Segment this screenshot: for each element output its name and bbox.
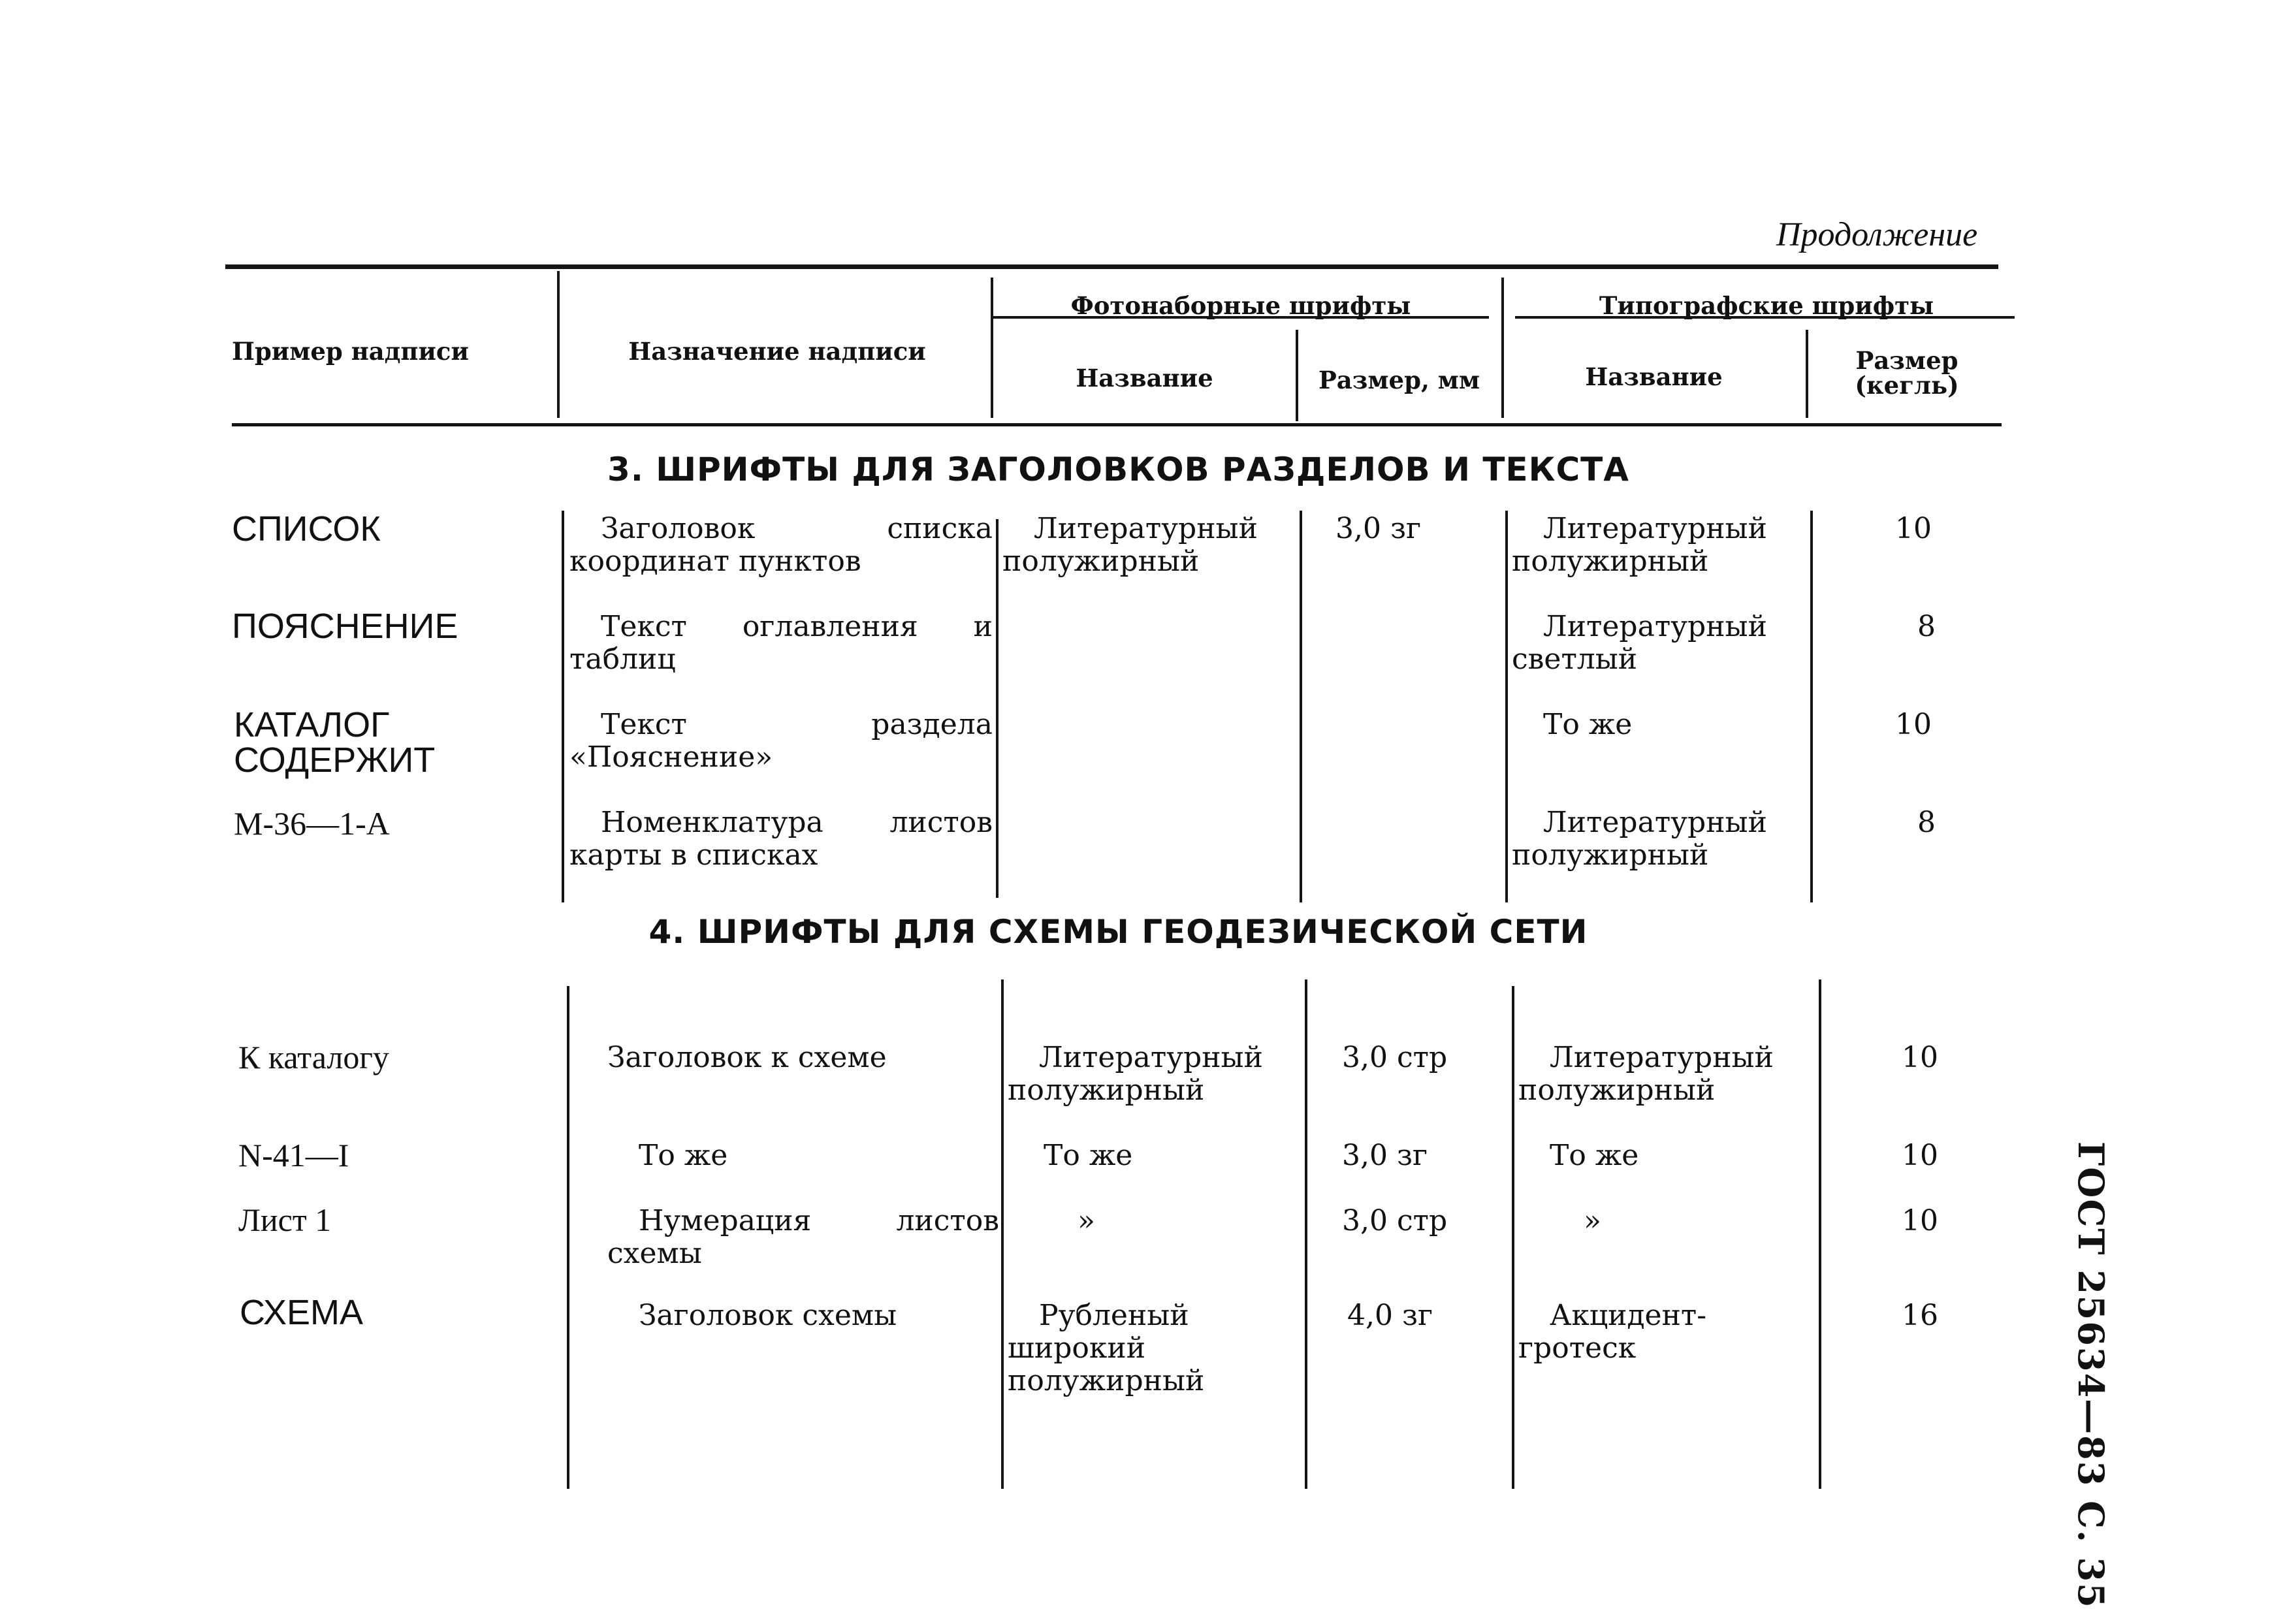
- s4-row4-example: СХЕМА: [240, 1293, 363, 1332]
- s4-row2-typo-size: 10: [1902, 1139, 1938, 1172]
- s4-divider-3: [1305, 979, 1307, 1489]
- s4-divider-1: [567, 986, 569, 1489]
- header-typo-size-1: Размер: [1855, 346, 1958, 375]
- s4-row4-photo-name: Рубленый широкий полужирный: [1008, 1299, 1205, 1397]
- s3-row1-typo-name: Литературный полужирный: [1512, 512, 1767, 578]
- s4-row3-example: Лист 1: [238, 1202, 332, 1238]
- s4-row1-purpose: Заголовок к схеме: [607, 1041, 887, 1074]
- s4-row3-photo-name: »: [1078, 1204, 1095, 1237]
- s3-divider-2: [996, 519, 999, 898]
- s4-row2-typo-name: То же: [1550, 1139, 1639, 1172]
- s3-row3-example-2: СОДЕРЖИТ: [234, 740, 436, 780]
- header-photo-group: Фотонаборные шрифты: [1070, 291, 1411, 320]
- header-photo-size: Размер, мм: [1318, 366, 1480, 394]
- s4-row1-typo-name: Литературный полужирный: [1518, 1041, 1774, 1107]
- s3-row2-example: ПОЯСНЕНИЕ: [232, 607, 458, 646]
- s3-row3-typo-size: 10: [1895, 708, 1932, 741]
- section-3-title: 3. ШРИФТЫ ДЛЯ ЗАГОЛОВКОВ РАЗДЕЛОВ И ТЕКСТА: [607, 451, 1629, 488]
- header-divider-4: [1501, 278, 1504, 418]
- s3-row4-typo-name: Литературный полужирный: [1512, 806, 1767, 872]
- header-divider-3: [1296, 330, 1298, 421]
- s4-row4-purpose: Заголовок схемы: [639, 1299, 897, 1332]
- s3-divider-1: [562, 511, 564, 902]
- s3-row3-typo-name: То же: [1543, 708, 1633, 741]
- s4-row3-typo-size: 10: [1902, 1204, 1938, 1237]
- section-4-title: 4. ШРИФТЫ ДЛЯ СХЕМЫ ГЕОДЕЗИЧЕСКОЙ СЕТИ: [648, 913, 1588, 951]
- s3-row4-purpose: Номенклатура листов карты в списках: [569, 806, 993, 872]
- header-divider-5: [1806, 330, 1808, 418]
- s3-row4-typo-size: 8: [1917, 806, 1936, 839]
- s4-divider-4: [1512, 986, 1514, 1489]
- s4-row3-typo-name: »: [1584, 1204, 1601, 1237]
- s4-row3-purpose: Нумерация листов схемы: [607, 1204, 999, 1270]
- s3-row3-example-1: КАТАЛОГ: [234, 705, 390, 744]
- s4-row4-typo-size: 16: [1902, 1299, 1938, 1332]
- s4-row1-photo-size: 3,0 стр: [1342, 1041, 1448, 1074]
- s3-row2-typo-size: 8: [1917, 610, 1936, 643]
- s3-row1-typo-size: 10: [1895, 512, 1932, 545]
- s4-divider-2: [1001, 979, 1004, 1489]
- s3-divider-3: [1300, 511, 1302, 902]
- s4-row4-photo-size: 4,0 зг: [1347, 1299, 1433, 1332]
- header-typo-name: Название: [1585, 362, 1723, 391]
- s4-row3-photo-size: 3,0 стр: [1342, 1204, 1448, 1237]
- continued-label: Продолжение: [1776, 216, 1978, 253]
- header-typo-group: Типографские шрифты: [1599, 291, 1934, 320]
- s3-row1-photo-name: Литературный полужирный: [1002, 512, 1258, 578]
- table-top-rule: [225, 264, 1998, 269]
- s3-row1-purpose: Заголовок списка координат пунктов: [569, 512, 993, 578]
- s4-row2-photo-name: То же: [1044, 1139, 1133, 1172]
- header-typo-size-2: (кегль): [1855, 371, 1959, 400]
- header-example: Пример надписи: [232, 337, 469, 366]
- header-photo-name: Название: [1076, 364, 1213, 392]
- document-side-label: [2070, 1141, 2122, 1609]
- s4-row4-typo-name: Акцидент-гротеск: [1518, 1299, 1707, 1365]
- s4-row2-example: N-41—I: [238, 1137, 349, 1173]
- s4-divider-5: [1819, 979, 1821, 1489]
- header-divider-1: [557, 271, 560, 418]
- header-divider-2: [991, 278, 993, 418]
- s4-row2-purpose: То же: [639, 1139, 728, 1172]
- s3-divider-5: [1810, 511, 1813, 902]
- s3-row1-photo-size: 3,0 зг: [1335, 512, 1422, 545]
- s4-row1-example: К каталогу: [238, 1039, 389, 1075]
- s4-row1-typo-size: 10: [1902, 1041, 1938, 1074]
- s3-row3-purpose: Текст раздела «Пояснение»: [569, 708, 993, 774]
- s3-row2-typo-name: Литературный светлый: [1512, 610, 1767, 676]
- s3-row2-purpose: Текст оглавления и таблиц: [569, 610, 993, 676]
- s3-row4-example: М-36—1-А: [234, 805, 390, 842]
- header-purpose: Назначение надписи: [628, 337, 926, 366]
- s3-divider-4: [1505, 511, 1508, 902]
- s4-row2-photo-size: 3,0 зг: [1342, 1139, 1428, 1172]
- s3-row1-example: СПИСОК: [232, 509, 381, 549]
- gost-page-label: ГОСТ 25634—83 С. 35: [2070, 1141, 2112, 1609]
- s4-row1-photo-name: Литературный полужирный: [1008, 1041, 1263, 1107]
- header-bottom-rule: [232, 423, 2002, 426]
